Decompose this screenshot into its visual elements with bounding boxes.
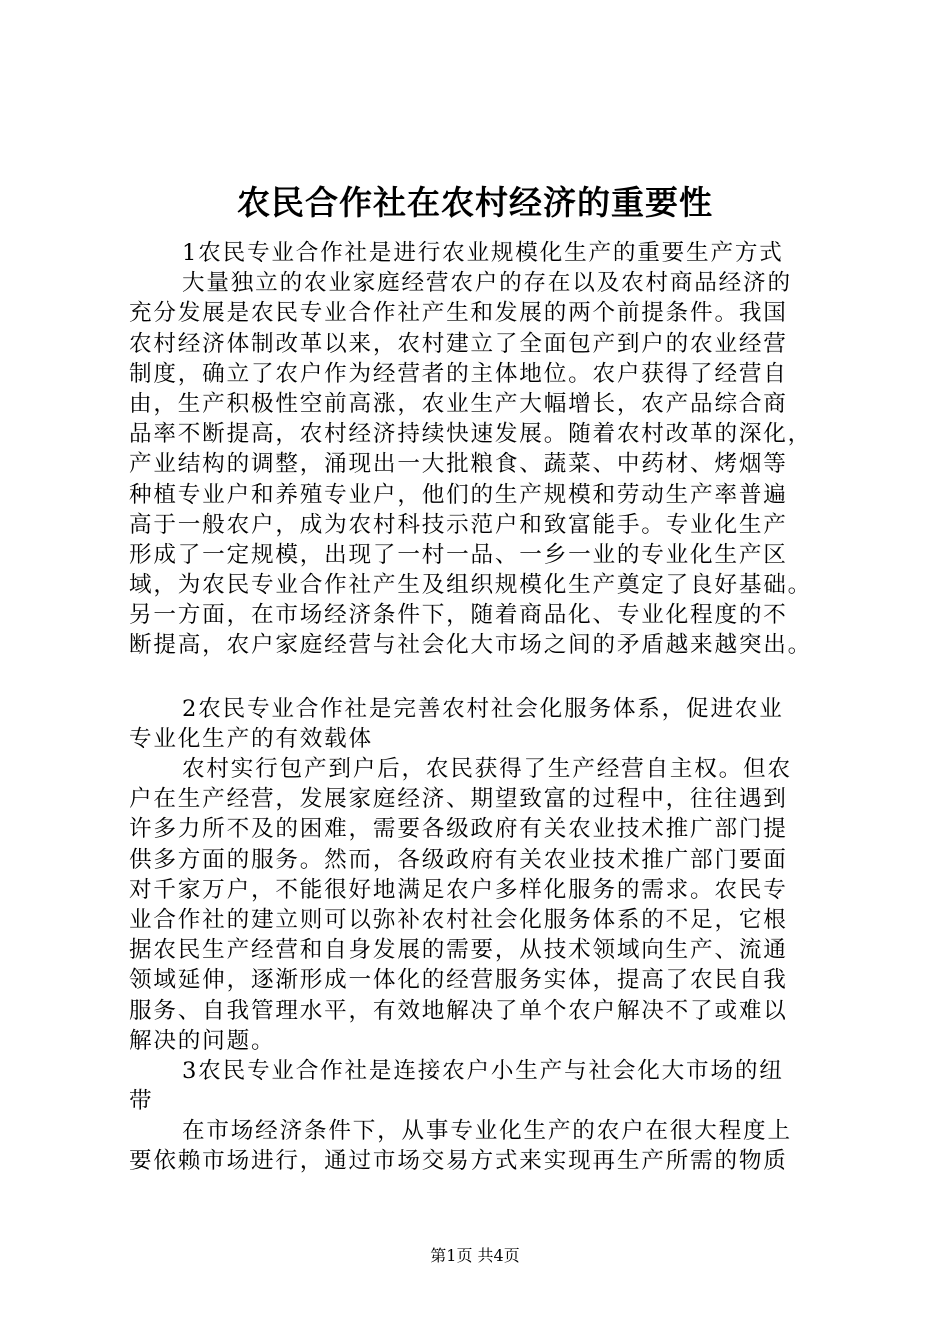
text-line: 制度，确立了农户作为经营者的主体地位。农户获得了经营自 xyxy=(129,360,788,387)
text-line: 大量独立的农业家庭经营农户的存在以及农村商品经济的 xyxy=(182,270,792,297)
text-line: 1农民专业合作社是进行农业规模化生产的重要生产方式 xyxy=(182,240,784,266)
text-line: 产业结构的调整，涌现出一大批粮食、蔬菜、中药材、烤烟等 xyxy=(129,451,788,478)
text-line: 许多力所不及的困难，需要各级政府有关农业技术推广部门提 xyxy=(129,816,788,843)
text-line: 专业化生产的有效载体 xyxy=(129,725,373,752)
text-line: 品率不断提高，农村经济持续快速发展。随着农村改革的深化， xyxy=(129,421,813,448)
text-line: 由，生产积极性空前高涨，农业生产大幅增长，农产品综合商 xyxy=(129,390,788,417)
text-line: 业合作社的建立则可以弥补农村社会化服务体系的不足，它根 xyxy=(129,906,788,933)
document-body xyxy=(129,238,829,1177)
text-line: 种植专业户和养殖专业户，他们的生产规模和劳动生产率普遍 xyxy=(129,481,788,508)
text-line: 另一方面，在市场经济条件下，随着商品化、专业化程度的不 xyxy=(129,602,788,629)
document-title: 农民合作社在农村经济的重要性 xyxy=(237,183,713,222)
text-line: 高于一般农户，成为农村科技示范户和致富能手。专业化生产 xyxy=(129,511,788,538)
text-line: 要依赖市场进行，通过市场交易方式来实现再生产所需的物质 xyxy=(129,1148,788,1175)
text-line: 农村实行包产到户后，农民获得了生产经营自主权。但农 xyxy=(182,756,792,782)
text-line: 户在生产经营，发展家庭经济、期望致富的过程中，往往遇到 xyxy=(129,786,788,813)
text-line: 供多方面的服务。然而，各级政府有关农业技术推广部门要面 xyxy=(129,846,788,873)
text-line: 在市场经济条件下，从事专业化生产的农户在很大程度上 xyxy=(182,1118,792,1145)
text-line: 2农民专业合作社是完善农村社会化服务体系，促进农业 xyxy=(182,695,784,722)
text-line: 对千家万户，不能很好地满足农户多样化服务的需求。农民专 xyxy=(129,876,788,903)
text-line: 服务、自我管理水平，有效地解决了单个农户解决不了或难以 xyxy=(129,997,788,1024)
paragraph-gap xyxy=(129,661,829,694)
text-line: 断提高，农户家庭经营与社会化大市场之间的矛盾越来越突出。 xyxy=(129,632,813,659)
page-footer: 第1页 共4页 xyxy=(430,1246,520,1265)
text-line: 领域延伸，逐渐形成一体化的经营服务实体，提高了农民自我 xyxy=(129,967,788,994)
text-line: 域，为农民专业合作社产生及组织规模化生产奠定了良好基础。 xyxy=(129,572,813,599)
text-line: 充分发展是农民专业合作社产生和发展的两个前提条件。我国 xyxy=(129,300,788,327)
text-line: 据农民生产经营和自身发展的需要，从技术领域向生产、流通 xyxy=(129,937,788,964)
text-line: 带 xyxy=(129,1088,154,1115)
text-line: 3农民专业合作社是连接农户小生产与社会化大市场的纽 xyxy=(182,1057,784,1084)
text-line: 形成了一定规模，出现了一村一品、一乡一业的专业化生产区 xyxy=(129,541,788,568)
text-line: 解决的问题。 xyxy=(129,1027,276,1054)
text-line: 农村经济体制改革以来，农村建立了全面包产到户的农业经营 xyxy=(129,330,788,357)
